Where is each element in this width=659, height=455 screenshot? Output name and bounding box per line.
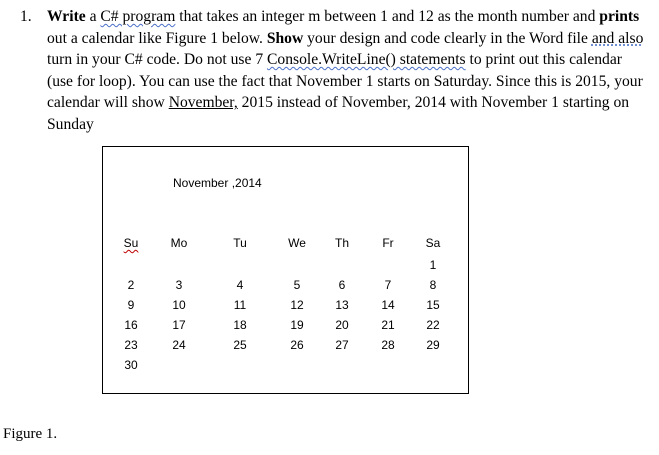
question-segment: your design and code clearly in the Word file [303, 29, 592, 47]
calendar-day-cell: 9 [127, 298, 135, 312]
question-segment: a [85, 8, 101, 25]
question-segment: that takes an integer m between 1 and 12 as the month number and [175, 8, 600, 25]
calendar-weekday-header: Mo [170, 236, 188, 250]
question-segment: to print out this calendar (use for loop). You can use the fact that November 1 starts on Saturday. Since this is 2015, your calendar will show [47, 51, 643, 112]
question-segment: prints [599, 8, 640, 25]
calendar-figure [102, 146, 469, 394]
calendar-weekday-header: Th [334, 236, 349, 250]
calendar-day-cell: 22 [426, 318, 440, 332]
figure-caption: Figure 1. [3, 426, 58, 442]
calendar-day-cell: 8 [429, 278, 437, 292]
calendar-day-cell: 27 [335, 338, 349, 352]
calendar-weekday-header: We [288, 236, 306, 250]
question-segment: turn in your C# code. Do not use 7 [47, 51, 268, 69]
question-segment: Write [47, 8, 86, 25]
calendar-day-cell: 5 [293, 278, 301, 292]
question-segment: November, [168, 94, 238, 112]
calendar-day-cell: 15 [426, 298, 440, 312]
calendar-day-cell: 30 [124, 358, 138, 372]
calendar-day-cell: 11 [233, 298, 247, 312]
question-segment: out a calendar like Figure 1 below. [47, 29, 267, 47]
question-segment: Console.WriteLine() statements [267, 51, 466, 69]
question-paragraph [20, 6, 650, 136]
calendar-day-cell: 4 [236, 278, 244, 292]
calendar-day-cell: 24 [172, 338, 186, 352]
question-text [47, 6, 650, 136]
calendar-weekday-header: Tu [233, 236, 247, 250]
calendar-weekday-header: Sa [425, 236, 441, 250]
calendar-day-cell: 12 [290, 298, 304, 312]
calendar-day-cell: 20 [335, 318, 349, 332]
calendar-day-cell: 1 [429, 258, 437, 272]
calendar-day-cell: 10 [172, 298, 186, 312]
question-segment: Show [266, 29, 304, 47]
question-segment: C# program [100, 8, 176, 25]
calendar-day-cell: 14 [381, 298, 395, 312]
calendar-day-cell: 19 [290, 318, 304, 332]
calendar-day-cell: 25 [233, 338, 247, 352]
question-segment: 2015 instead of November, 2014 with November 1 starting on Sunday [47, 94, 630, 133]
calendar-day-cell: 3 [175, 278, 183, 292]
calendar-day-cell: 17 [172, 318, 186, 332]
calendar-day-cell: 23 [124, 338, 138, 352]
calendar-day-cell: 29 [426, 338, 440, 352]
question-segment: and also [591, 29, 644, 47]
question-number: 1. [20, 8, 32, 25]
calendar-weekday-header: Su [123, 236, 139, 250]
calendar-day-cell: 16 [124, 318, 138, 332]
calendar-day-cell: 26 [290, 338, 304, 352]
calendar-day-cell: 13 [335, 298, 349, 312]
calendar-day-cell: 18 [233, 318, 247, 332]
calendar-day-cell: 7 [384, 278, 392, 292]
calendar-day-cell: 6 [338, 278, 346, 292]
calendar-day-cell: 21 [381, 318, 395, 332]
calendar-day-cell: 28 [381, 338, 395, 352]
calendar-day-cell: 2 [127, 278, 135, 292]
calendar-title: November ,2014 [173, 176, 262, 190]
calendar-weekday-header: Fr [382, 236, 394, 250]
